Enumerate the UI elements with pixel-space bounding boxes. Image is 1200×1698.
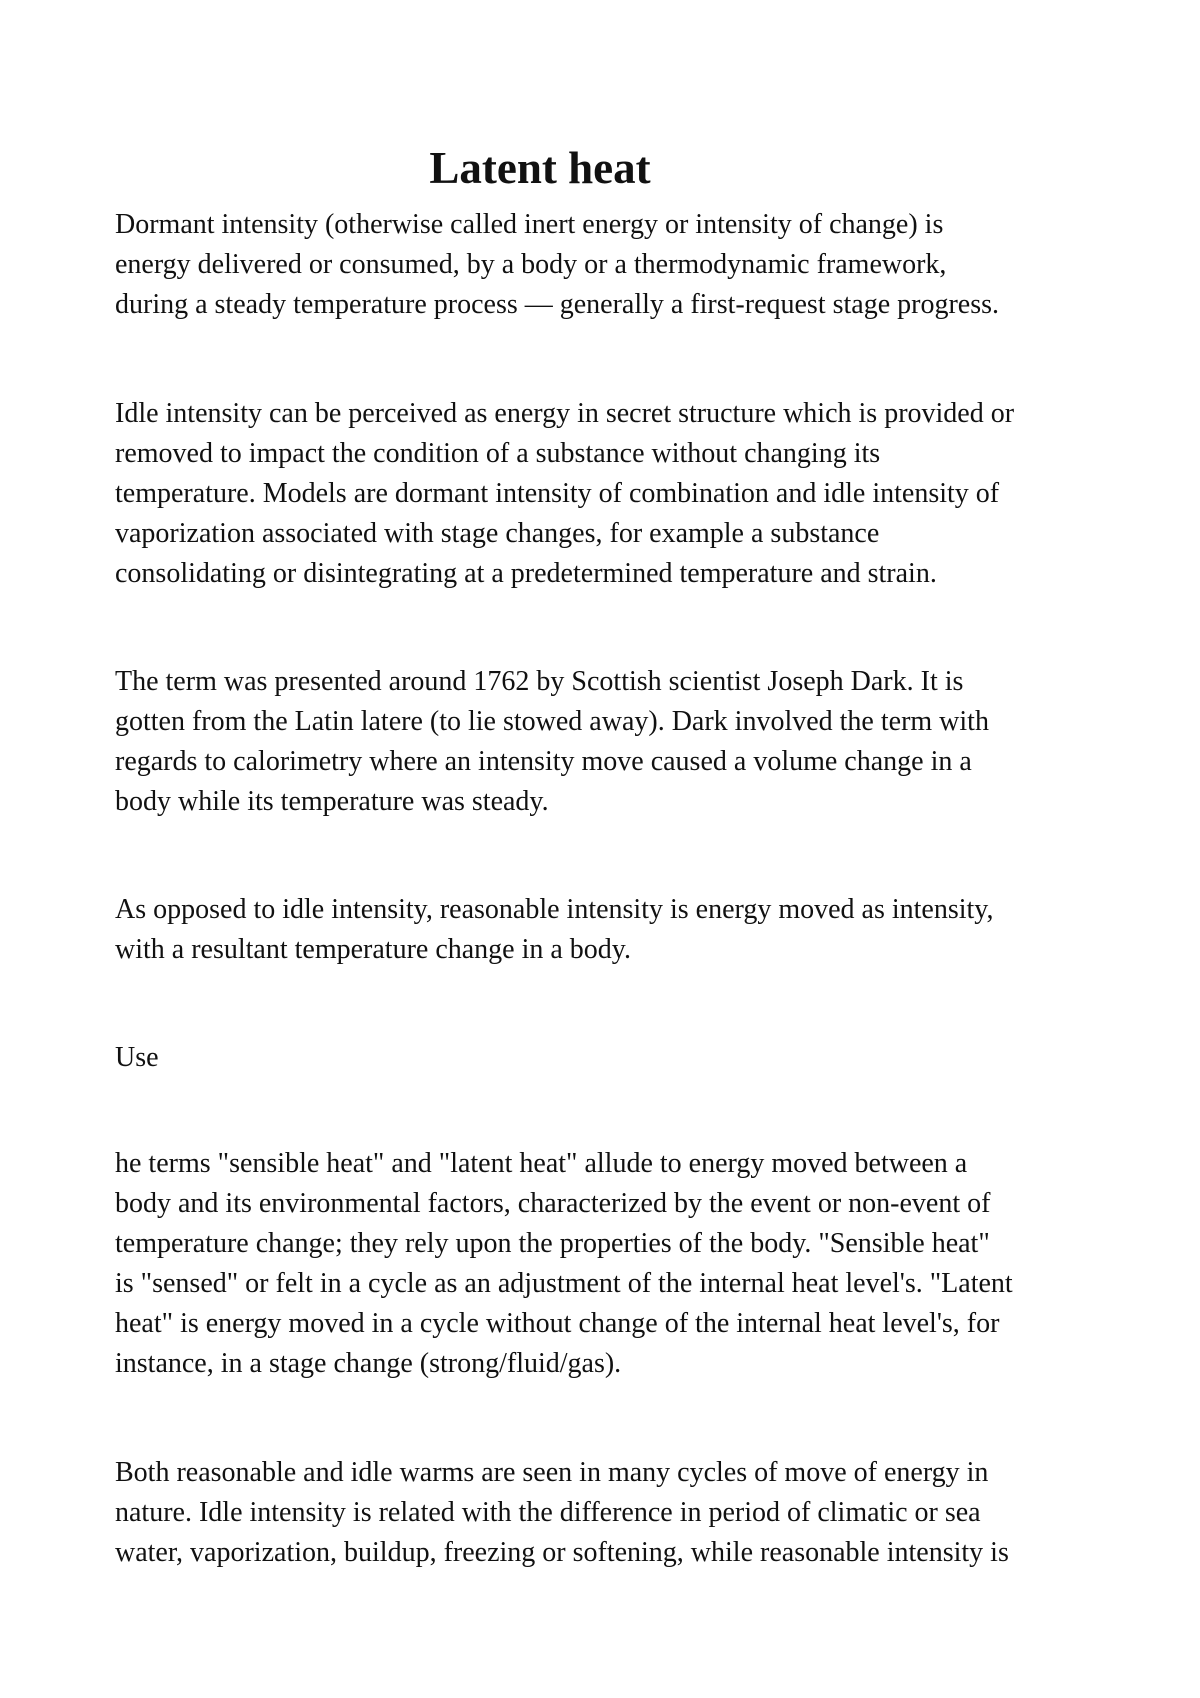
document-title: Latent heat bbox=[429, 143, 651, 193]
paragraph-terms: he terms "sensible heat" and "latent heat" allude to energy moved between a body and its environmental factors, characterized by the event or non-event of temperature change; they rely upon the properties of the body. "Sensible heat" is "sensed" or felt in a cycle as an adjustment of the internal heat level's. "Latent heat" is energy moved in a cycle without change of the internal heat level's, for instance, in a stage change (strong/fluid/gas). bbox=[115, 1148, 1013, 1379]
section-heading-use: Use bbox=[115, 1042, 159, 1073]
paragraph-comparison: As opposed to idle intensity, reasonable intensity is energy moved as intensity, with a resultant temperature change in a body. bbox=[115, 894, 994, 965]
paragraph-nature: Both reasonable and idle warms are seen in many cycles of move of energy in nature. Idle intensity is related with the difference in period of climatic or sea water, vaporization, buildup, freezing or softening, while reasonable intensity is bbox=[115, 1457, 1009, 1568]
paragraph-energy-structure: Idle intensity can be perceived as energy in secret structure which is provided or removed to impact the condition of a substance without changing its temperature. Models are dormant intensity of combination and idle intensity of vaporization associated with stage changes, for example a substance consolidating or disintegrating at a predetermined temperature and strain. bbox=[115, 398, 1015, 589]
paragraph-history: The term was presented around 1762 by Scottish scientist Joseph Dark. It is gotten from the Latin latere (to lie stowed away). Dark involved the term with regards to calorimetry where an intensity move caused a volume change in a body while its temperature was steady. bbox=[115, 666, 989, 817]
paragraph-definition: Dormant intensity (otherwise called inert energy or intensity of change) is energy delivered or consumed, by a body or a thermodynamic framework, during a steady temperature process — generally a first-request stage progress. bbox=[115, 209, 1000, 320]
